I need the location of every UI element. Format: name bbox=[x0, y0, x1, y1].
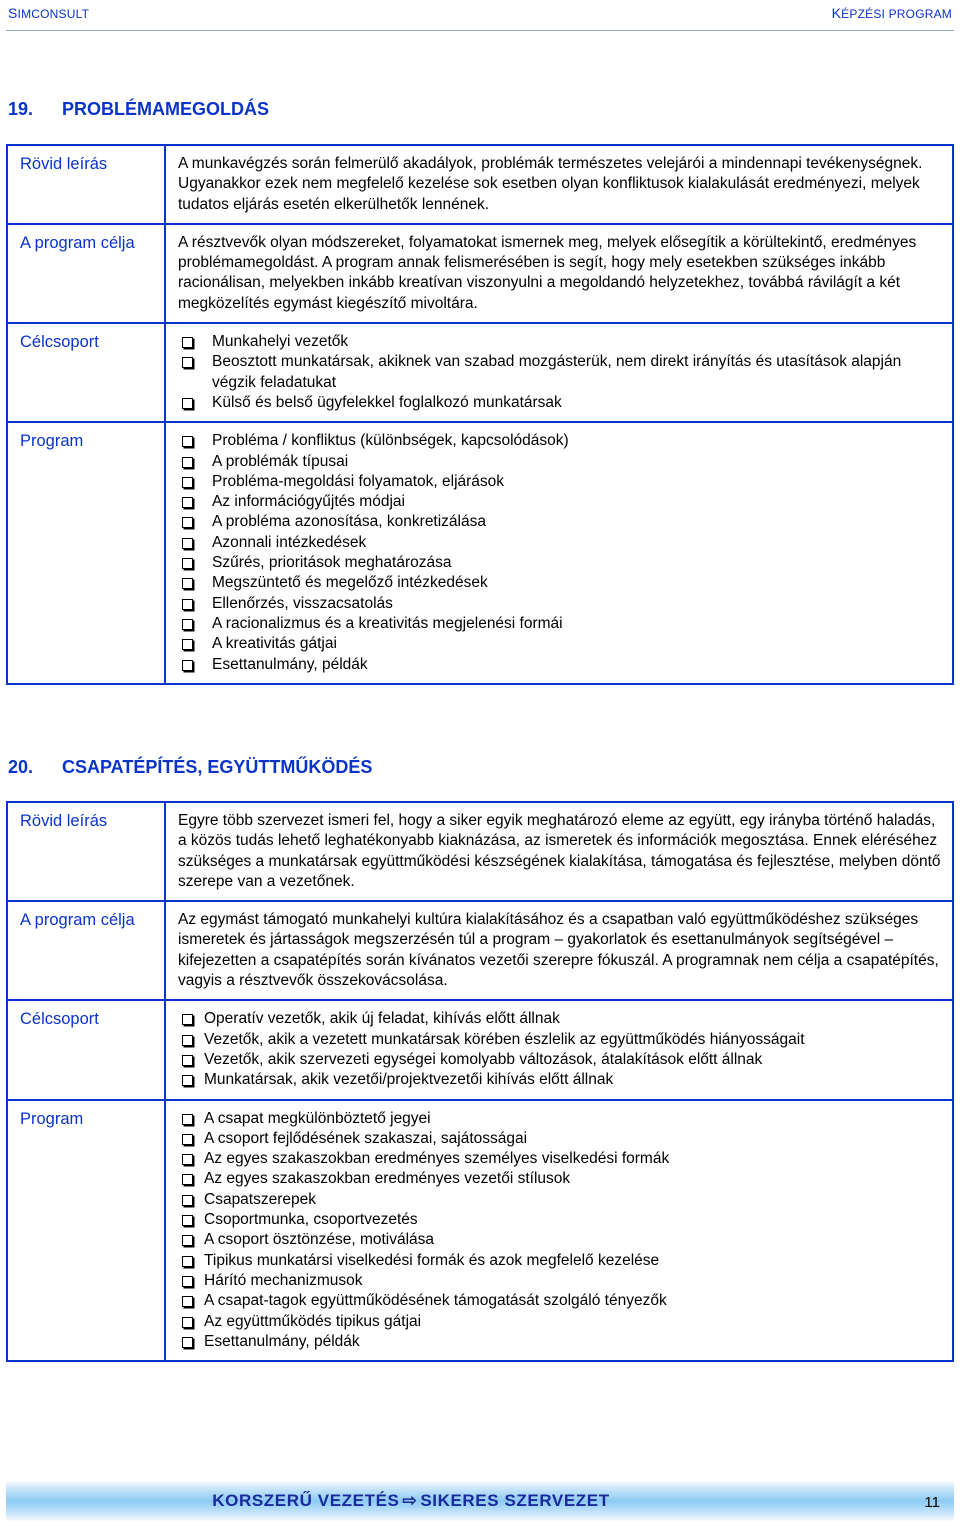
row-program-goal bbox=[7, 224, 953, 323]
list-item: Beosztott munkatársak, akiknek van szabad mozgásterük, nem direkt irányítás és utasítások alapján végzik feladatukat bbox=[178, 352, 942, 393]
row-label: Rövid leírás bbox=[7, 802, 165, 901]
checkbox-icon bbox=[182, 337, 193, 348]
program-cell bbox=[165, 422, 953, 684]
list-item: Megszüntető és megelőző intézkedések bbox=[178, 573, 942, 593]
footer-slogan-right: SIKERES SZERVEZET bbox=[420, 1491, 610, 1510]
section-number: 20. bbox=[8, 757, 34, 777]
list-item: Csapatszerepek bbox=[178, 1190, 942, 1210]
list-item: Csoportmunka, csoportvezetés bbox=[178, 1210, 942, 1230]
list-item: A problémák típusai bbox=[178, 452, 942, 472]
list-item: Ellenőrzés, visszacsatolás bbox=[178, 594, 942, 614]
program-list bbox=[178, 1109, 942, 1353]
list-item: Vezetők, akik a vezetett munkatársak körében észlelik az együttműködés hiányosságait bbox=[178, 1030, 942, 1050]
checkbox-icon bbox=[182, 599, 193, 610]
checkbox-icon bbox=[182, 1317, 193, 1328]
list-item: Probléma / konfliktus (különbségek, kapcsolódások) bbox=[178, 431, 942, 451]
checkbox-icon bbox=[182, 1154, 193, 1165]
row-label: Rövid leírás bbox=[7, 145, 165, 224]
list-item: A csapat-tagok együttműködésének támogatását szolgáló tényezők bbox=[178, 1291, 942, 1311]
checkbox-icon bbox=[182, 517, 193, 528]
list-item: Operatív vezetők, akik új feladat, kihívás előtt állnak bbox=[178, 1009, 942, 1029]
checkbox-icon bbox=[182, 1296, 193, 1307]
checkbox-icon bbox=[182, 1235, 193, 1246]
row-label: Célcsoport bbox=[7, 1000, 165, 1099]
target-group-cell bbox=[165, 323, 953, 422]
row-target-group bbox=[7, 1000, 953, 1099]
list-item: A csoport fejlődésének szakaszai, sajátosságai bbox=[178, 1129, 942, 1149]
row-program bbox=[7, 1100, 953, 1362]
row-program-goal bbox=[7, 901, 953, 1000]
list-item: Hárító mechanizmusok bbox=[178, 1271, 942, 1291]
checkbox-icon bbox=[182, 619, 193, 630]
header-doc-title: KÉPZÉSI PROGRAM bbox=[831, 5, 952, 21]
checkbox-icon bbox=[182, 457, 193, 468]
checkbox-icon bbox=[182, 1337, 193, 1348]
checkbox-icon bbox=[182, 398, 193, 409]
list-item: Külső és belső ügyfelekkel foglalkozó munkatársak bbox=[178, 393, 942, 413]
row-label: Program bbox=[7, 422, 165, 684]
list-item: Esettanulmány, példák bbox=[178, 1332, 942, 1352]
short-description-text: A munkavégzés során felmerülő akadályok, problémák természetes velejárói a mindennapi tevékenységnek. Ugyanakkor ezek nem megfelelő kezelése sok esetben olyan konfliktusok kialakulását eredményezi, melyek tudatos eljárás esetén elkerülhetők lennének. bbox=[165, 145, 953, 224]
checkbox-icon bbox=[182, 1035, 193, 1046]
list-item: A csapat megkülönböztető jegyei bbox=[178, 1109, 942, 1129]
checkbox-icon bbox=[182, 538, 193, 549]
row-program bbox=[7, 422, 953, 684]
checkbox-icon bbox=[182, 578, 193, 589]
section-heading-20 bbox=[8, 757, 372, 778]
course-table-20 bbox=[6, 801, 954, 1362]
program-cell bbox=[165, 1100, 953, 1362]
program-list bbox=[178, 431, 942, 675]
target-group-cell bbox=[165, 1000, 953, 1099]
row-target-group bbox=[7, 323, 953, 422]
checkbox-icon bbox=[182, 357, 193, 368]
list-item: Azonnali intézkedések bbox=[178, 533, 942, 553]
program-goal-text: Az egymást támogató munkahelyi kultúra kialakításához és a csapatban való együttműködéshez szükséges ismeretek és jártasságok megszerzésén túl a program – gyakorlatok és esettanulmányok segítségével – kifejezetten a csapatépítés során kívánatos vezetői szerepre fókuszál. A programnak nem célja a csapatépítés, vagyis a résztvevők összekovácsolása. bbox=[165, 901, 953, 1000]
section-title: PROBLÉMAMEGOLDÁS bbox=[62, 99, 269, 119]
section-number: 19. bbox=[8, 99, 34, 119]
list-item: Az egyes szakaszokban eredményes személyes viselkedési formák bbox=[178, 1149, 942, 1169]
header-company: SIMCONSULT bbox=[8, 5, 90, 21]
row-short-description bbox=[7, 802, 953, 901]
checkbox-icon bbox=[182, 1134, 193, 1145]
list-item: Az egyes szakaszokban eredményes vezetői stílusok bbox=[178, 1169, 942, 1189]
checkbox-icon bbox=[182, 477, 193, 488]
row-short-description bbox=[7, 145, 953, 224]
list-item: Munkatársak, akik vezetői/projektvezetői kihívás előtt állnak bbox=[178, 1070, 942, 1090]
list-item: Az információgyűjtés módjai bbox=[178, 492, 942, 512]
list-item: Esettanulmány, példák bbox=[178, 655, 942, 675]
footer-slogan bbox=[6, 1491, 816, 1511]
list-item: Az együttműködés tipikus gátjai bbox=[178, 1312, 942, 1332]
row-label: A program célja bbox=[7, 901, 165, 1000]
list-item: A csoport ösztönzése, motiválása bbox=[178, 1230, 942, 1250]
header-doc-title-rest: ÉPZÉSI PROGRAM bbox=[841, 7, 952, 21]
checkbox-icon bbox=[182, 436, 193, 447]
checkbox-icon bbox=[182, 497, 193, 508]
list-item: A probléma azonosítása, konkretizálása bbox=[178, 512, 942, 532]
target-group-list bbox=[178, 1009, 942, 1090]
list-item: Probléma-megoldási folyamatok, eljárások bbox=[178, 472, 942, 492]
section-title: CSAPATÉPÍTÉS, EGYÜTTMŰKÖDÉS bbox=[62, 757, 373, 777]
footer-slogan-left: KORSZERŰ VEZETÉS bbox=[212, 1491, 400, 1510]
page-number: 11 bbox=[924, 1494, 940, 1511]
header-company-rest: IMCONSULT bbox=[17, 7, 90, 21]
page-footer bbox=[6, 1480, 954, 1522]
checkbox-icon bbox=[182, 660, 193, 671]
course-table-19 bbox=[6, 144, 954, 685]
checkbox-icon bbox=[182, 1215, 193, 1226]
short-description-text: Egyre több szervezet ismeri fel, hogy a siker egyik meghatározó eleme az együtt, egy irányba történő haladás, a közös tudás lehető leghatékonyabb kiaknázása, az ismeretek és információk megosztása. Ennek eléréséhez szükséges a munkatársak együttműködési készségének kialakítása, támogatása és fejlesztése, melyben döntő szerepe van a vezetőnek. bbox=[165, 802, 953, 901]
list-item: A racionalizmus és a kreativitás megjelenési formái bbox=[178, 614, 942, 634]
checkbox-icon bbox=[182, 639, 193, 650]
checkbox-icon bbox=[182, 558, 193, 569]
checkbox-icon bbox=[182, 1276, 193, 1287]
row-label: Célcsoport bbox=[7, 323, 165, 422]
program-goal-text: A résztvevők olyan módszereket, folyamatokat ismernek meg, melyek elősegítik a körültekintő, eredményes problémamegoldást. A program annak felismerésében is segít, hogy mely esetekben szükséges inkább racionálisan, melyekben inkább kreatívan viszonyulni a megoldandó helyzetekhez, továbbá rávilágít a két megközelítés egymást kiegészítő mivoltára. bbox=[165, 224, 953, 323]
checkbox-icon bbox=[182, 1256, 193, 1267]
checkbox-icon bbox=[182, 1014, 193, 1025]
list-item: Vezetők, akik szervezeti egységei komolyabb változások, átalakítások előtt állnak bbox=[178, 1050, 942, 1070]
list-item: A kreativitás gátjai bbox=[178, 634, 942, 654]
list-item: Tipikus munkatársi viselkedési formák és azok megfelelő kezelése bbox=[178, 1251, 942, 1271]
checkbox-icon bbox=[182, 1114, 193, 1125]
checkbox-icon bbox=[182, 1195, 193, 1206]
row-label: Program bbox=[7, 1100, 165, 1362]
checkbox-icon bbox=[182, 1055, 193, 1066]
row-label: A program célja bbox=[7, 224, 165, 323]
section-heading-19 bbox=[8, 99, 269, 120]
list-item: Szűrés, prioritások meghatározása bbox=[178, 553, 942, 573]
target-group-list bbox=[178, 332, 942, 413]
arrow-right-icon: ⇨ bbox=[402, 1491, 418, 1510]
checkbox-icon bbox=[182, 1075, 193, 1086]
checkbox-icon bbox=[182, 1174, 193, 1185]
page-header bbox=[6, 0, 954, 31]
list-item: Munkahelyi vezetők bbox=[178, 332, 942, 352]
